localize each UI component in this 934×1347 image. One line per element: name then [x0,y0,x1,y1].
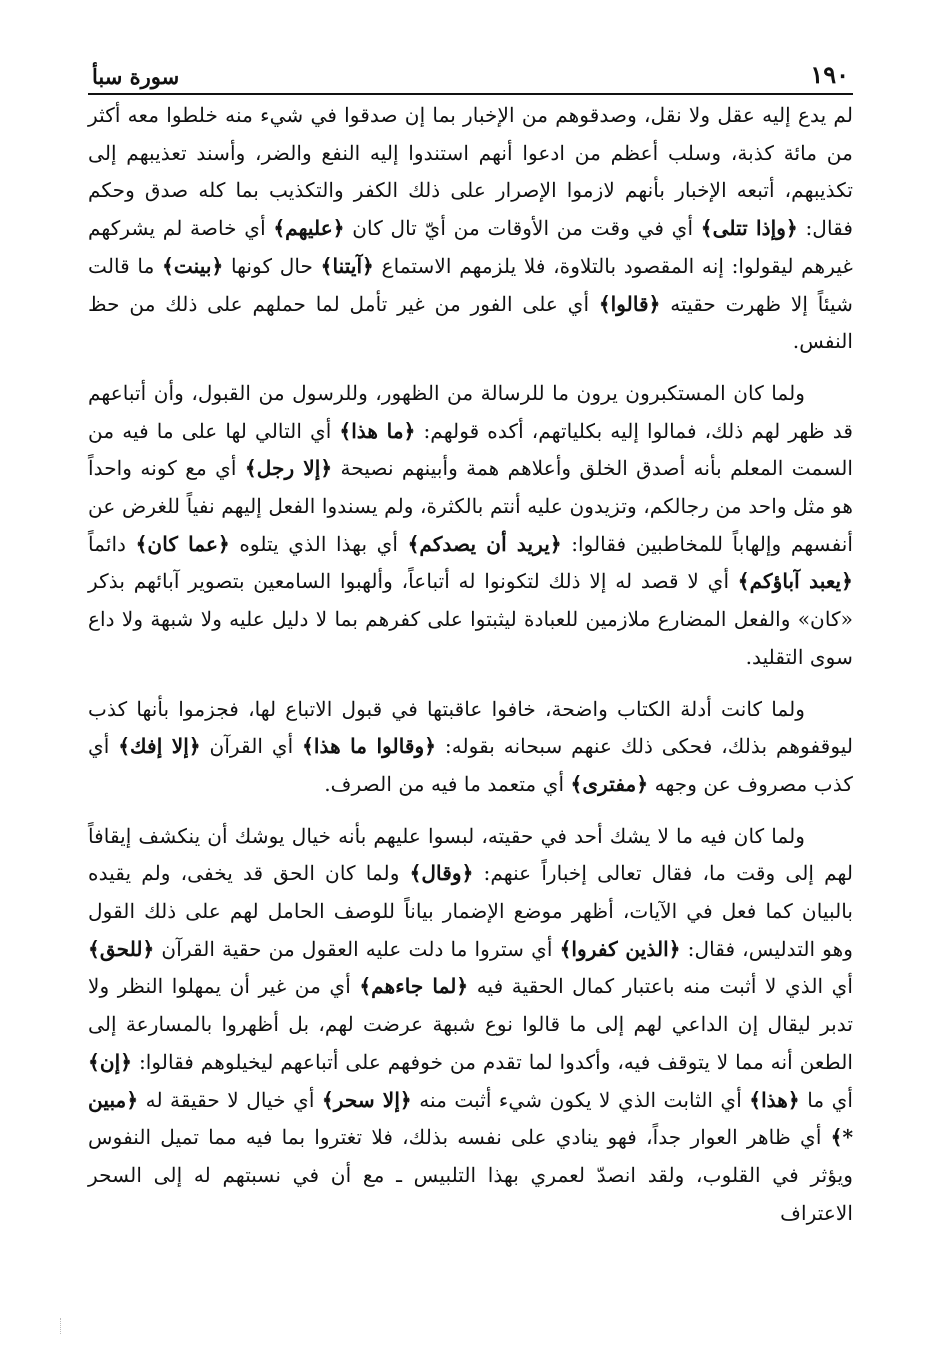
commentary-text: ولما كان المستكبرون يرون ما للرسالة من الظهور، وللرسول من القبول، وأن أتباعهم قد ظهر لهم ذلك، فمالوا إليه بكلياتهم، أكده قولهم: [88,380,854,443]
page-number: ١٩٠ [810,60,849,89]
quran-quote: ﴿وقالوا ما هذا﴾ [302,734,437,759]
commentary-text: أي كذب مصروف عن وجهه [88,734,853,796]
quran-quote: ﴿ما هذا﴾ [339,418,416,443]
quran-quote: ﴿وإذا تتلى﴾ [700,216,798,241]
paragraph [88,375,853,677]
commentary-text: أي ستروا ما دلت عليه العقول من حقية القرآن [154,936,560,961]
paragraph [88,818,853,1233]
commentary-text: ولما كانت أدلة الكتاب واضحة، خافوا عاقبتها في قبول الاتباع لها، فجزموا بأنها كذب ليوقفوهم بذلك، فحكى ذلك عنهم سبحانه بقوله: [88,696,853,759]
quran-quote: ﴿إلا سحر﴾ [321,1087,412,1112]
quran-quote: ﴿الذين كفروا﴾ [559,936,681,961]
paragraph [88,97,853,361]
quran-quote: ﴿إلا إفك﴾ [118,734,201,759]
surah-title: سورة سبأ [92,64,180,89]
quran-quote: ﴿بينت﴾ [162,253,224,278]
commentary-text: أي التالي لها على ما فيه من السمت المعلم بأنه أصدق الخلق وأعلاهم همة وأبينهم نصيحة [88,418,853,481]
commentary-text: لم يدع إليه عقل ولا نقل، وصدقوهم من الإخبار بما إن صدقوا في شيء منه خلطوا معه أكثر من مائة كذبة، وسلب أعظم من ادعوا أنهم استندوا إليه النفع والضر، وأسند تعذيبهم إلى تكذيبهم، أتبعه الإخبار بأنهم لازموا الإصرار على ذلك الكفر والتكذيب بما كله صدق وحكم فقال: [88,103,853,241]
commentary-text: أي على الفور من غير تأمل لما حملهم على ذلك من حظ النفس. [88,291,853,354]
page-body [88,97,853,1232]
quran-quote: ﴿مبين *﴾ [88,1087,853,1150]
quran-quote: ﴿يريد أن يصدكم﴾ [407,531,562,556]
quran-quote: ﴿يعبد آباؤكم﴾ [737,569,853,594]
paragraph [88,691,853,804]
commentary-text: ولما كان الحق قد يخفى، ولم يقيده بالبيان كما فعل في الآيات، أظهر موضع الإضمار بياناً للوصف الحامل لهم على ذلك القول وهو التدليس، فقال: [88,861,854,961]
commentary-text: أي القرآن [200,734,303,759]
commentary-text: أي الذي لا أثبت منه باعتبار كمال الحقية فيه [468,974,854,999]
scan-edge-mark [60,1318,69,1334]
commentary-text: دائماً [88,531,136,556]
commentary-text: أي لا قصد له إلا ذلك لتكونوا له أتباعاً، وألهبوا السامعين بتصوير آبائهم بذكر «كان» والفعل المضارع ملازمين للعبادة ليثبتوا على كفرهم بما لا دليل عليه ولا شبهة ولا داع سوى التقليد. [88,569,853,669]
commentary-text: أي الثابت الذي لا يكون شيء أثبت منه [411,1087,750,1112]
commentary-text: أي مع كونه واحداً هو مثل واحد من رجالكم، وتزيدون عليه أنتم بالكثرة، ولم يسندوا الفعل إليهم نفياً للغرض عن أنفسهم وإلهاباً للمخاطبين فقالوا: [88,456,854,556]
book-page [88,55,853,1246]
commentary-text: أي خيال لا حقيقة له [138,1087,322,1112]
quran-quote: ﴿آيتنا﴾ [320,253,374,278]
quran-quote: ﴿هذا﴾ [749,1087,800,1112]
quran-quote: ﴿إن﴾ [88,1049,133,1074]
commentary-text: أي في وقت من الأوقات من أيّ تال كان [344,216,701,241]
commentary-text: ولما كان فيه ما لا يشك أحد في حقيته، لبسوا عليهم بأنه خيال يوشك أن ينكشف إيقافاً لهم إلى وقت ما، فقال تعالى إخباراً عنهم: [88,823,853,886]
page-header [88,55,853,95]
commentary-text: أي من غير أن يمهلوا النظر ولا تدبر ليقال إن الداعي لهم إلى ما قالوا نوع شبهة عرضت لهم، بل أظهروا بالمسارعة إلى الطعن أنه مما لا يتوقف فيه، وأكدوا لما تقدم من خوفهم على أتباعهم ليخيلوهم فقالوا: [88,974,853,1074]
commentary-text: أي ظاهر العوار جداً، فهو ينادي على نفسه بذلك، فلا تغتروا بما فيه مما تميل النفوس ويؤثر في القلوب، ولقد انصدّ لعمري بهذا التلبيس ـ مع أن في نسبتهم له إلى السحر الاعتراف [88,1125,853,1225]
commentary-text: حال كونها [223,253,321,278]
commentary-text: أي متعمد ما فيه من الصرف. [324,771,571,796]
commentary-text: أي خاصة لم يشركهم غيرهم ليقولوا: إنه المقصود بالتلاوة، فلا يلزمهم الاستماع [88,216,853,278]
quran-quote: ﴿مفترى﴾ [570,771,649,796]
quran-quote: ﴿وقال﴾ [409,861,474,886]
commentary-text: ما قالت شيئاً إلا ظهرت حقيته [88,253,853,316]
commentary-text: أي بهذا الذي يتلوه [229,531,408,556]
quran-quote: ﴿عما كان﴾ [135,531,230,556]
quran-quote: ﴿للحق﴾ [88,936,155,961]
commentary-text: أي ما [799,1087,853,1112]
quran-quote: ﴿عليهم﴾ [273,216,345,241]
quran-quote: ﴿قالوا﴾ [598,291,661,316]
quran-quote: ﴿إلا رجل﴾ [244,456,333,481]
quran-quote: ﴿لما جاءهم﴾ [359,974,469,999]
